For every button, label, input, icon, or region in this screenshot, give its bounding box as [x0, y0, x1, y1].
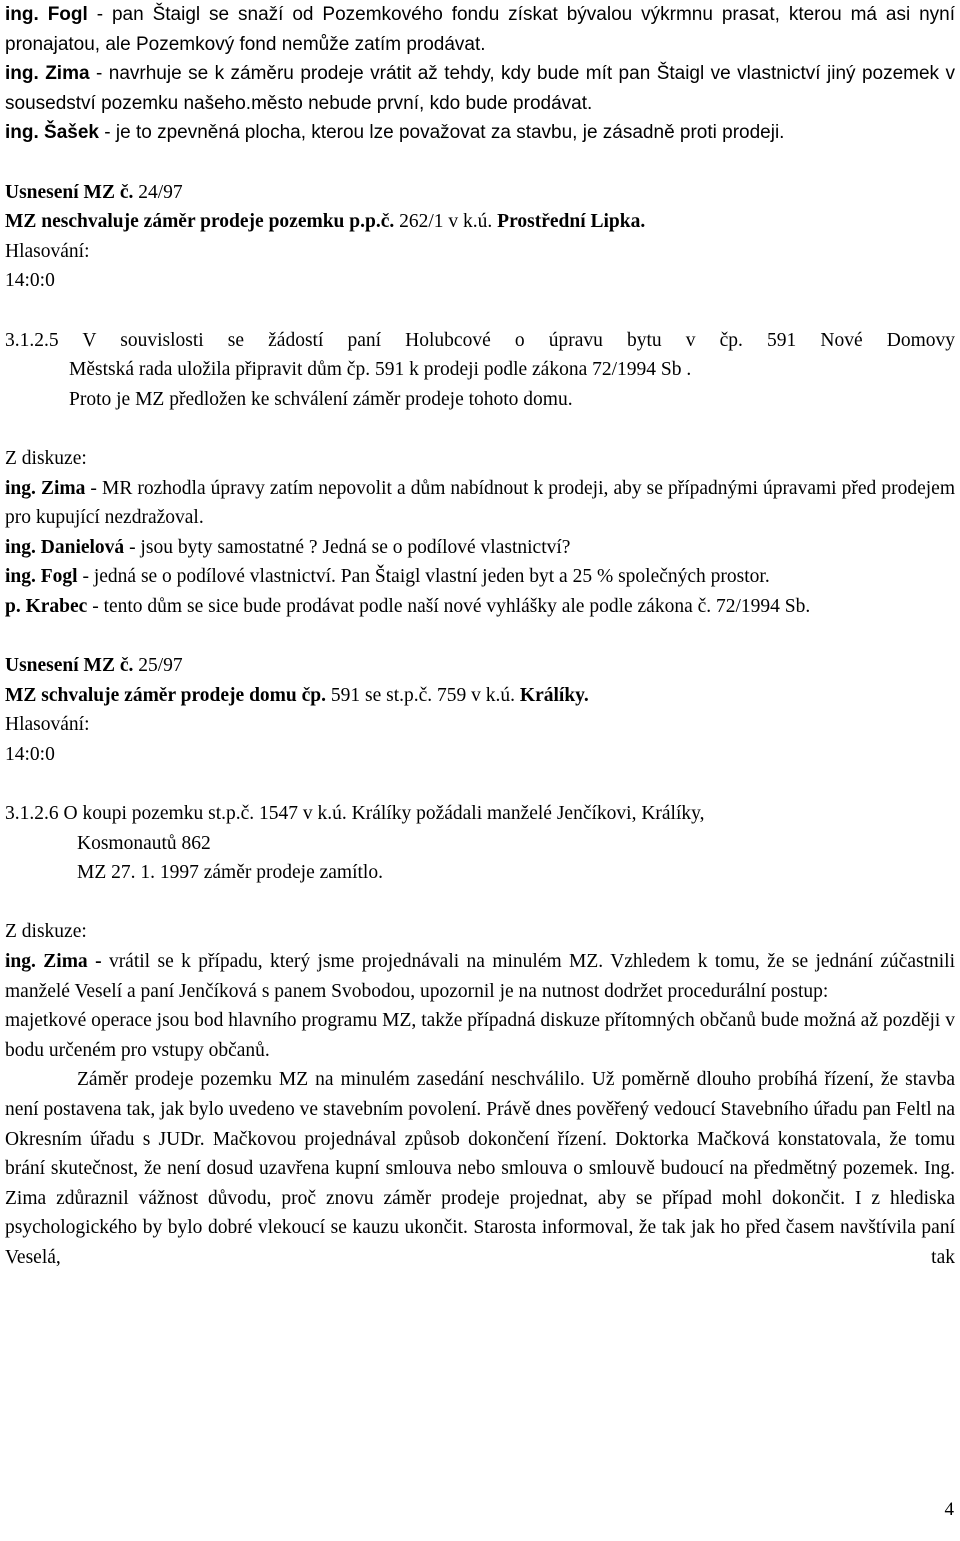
- discussion-fogl: ing. Fogl - jedná se o podílové vlastnictví. Pan Štaigl vlastní jeden byt a 25 % společných prostor.: [5, 566, 770, 588]
- discussion-paragraph-3: Záměr prodeje pozemku MZ na minulém zasedání neschválilo. Už poměrně dlouho probíhá řízení, že stavba není postavena tak, jak bylo uvedeno ve stavebním povolení. Právě dnes pověřený vedoucí Stavebního úřadu pan Feltl na Okresním úřadu s JUDr. Mačkovou projednával způsob dokončení řízení. Doktorka Mačková konstatovala, že tomu brání skutečnost, že není dosud uzavřena kupní smlouva nebo smlouva o smlouvě budoucí na předmětný pozemek. Ing. Zima zdůraznil vážnost důvodu, proč znovu záměr prodeje projednat, aby se případ mohl dokončit. I z hlediska psychologického by bylo dobré vlekoucí se kauzu ukončit. Starosta informoval, že tak jak ho před časem navštívila paní Veselá, tak: [5, 1069, 955, 1268]
- item-3-1-2-5-line3: Proto je MZ předložen ke schválení záměr prodeje tohoto domu.: [69, 388, 573, 410]
- resolution-label: Usnesení MZ č.: [5, 181, 134, 203]
- discussion-zima: ing. Zima - MR rozhodla úpravy zatím nepovolit a dům nabídnout k prodeji, aby se případnými úpravami před prodejem pro kupující nezdražoval.: [5, 477, 955, 529]
- item-3-1-2-5-title: 3.1.2.5 V souvislosti se žádostí paní Holubcové o úpravu bytu v čp. 591 Nové Domovy: [5, 329, 955, 351]
- statement-text: - pan Štaigl se snaží od Pozemkového fondu získat bývalou výkrmnu prasat, kterou má asi nyní pronajatou, ale Pozemkový fond nemůže zatím prodávat.: [5, 4, 955, 55]
- discussion-paragraph-2: majetkové operace jsou bod hlavního programu MZ, takže případná diskuze přítomných občanů bude možná až později v bodu určeném pro vstupy občanů.: [5, 1010, 955, 1061]
- speaker: ing. Zima: [5, 63, 90, 85]
- item-3-1-2-5-line2: Městská rada uložila připravit dům čp. 591 k prodeji podle zákona 72/1994 Sb .: [69, 359, 692, 381]
- statement-zima: [5, 59, 955, 118]
- resolution-number: 25/97: [133, 655, 183, 677]
- speaker: p. Krabec: [5, 595, 88, 617]
- discussion-label: Z diskuze:: [5, 447, 87, 469]
- vote-label: Hlasování:: [5, 240, 90, 262]
- speaker: ing. Fogl: [5, 4, 88, 25]
- statement-text: - navrhuje se k záměru prodeje vrátit až tehdy, kdy bude mít pan Štaigl ve vlastnictví jiný pozemek v sousedství pozemku našeho.město nebude první, kdo bude prodávat.: [5, 63, 955, 114]
- item-3-1-2-6-title: 3.1.2.6 O koupi pozemku st.p.č. 1547 v k.ú. Králíky požádali manželé Jenčíkovi, Králíky,: [5, 803, 705, 825]
- statement-text: - je to zpevněná plocha, kterou lze považovat za stavbu, je zásadně proti prodeji.: [99, 122, 785, 144]
- resolution-label: Usnesení MZ č.: [5, 655, 134, 677]
- page-number: 4: [944, 1499, 954, 1520]
- document-page: [5, 0, 955, 1273]
- statement-sasek: [5, 118, 955, 148]
- speaker: ing. Zima -: [5, 951, 102, 972]
- item-3-1-2-6-line3: MZ 27. 1. 1997 záměr prodeje zamítlo.: [77, 862, 383, 884]
- statement-fogl: [5, 0, 955, 59]
- resolution-24-heading: [5, 178, 955, 208]
- vote-result: 14:0:0: [5, 270, 55, 292]
- discussion-krabec: p. Krabec - tento dům se sice bude prodávat podle naší nové vyhlášky ale podle zákona č. 72/1994 Sb.: [5, 595, 811, 617]
- resolution-25-text: MZ schvaluje záměr prodeje domu čp. 591 se st.p.č. 759 v k.ú. Králíky.: [5, 684, 589, 706]
- speaker: ing. Šašek: [5, 122, 99, 144]
- resolution-24-text: MZ neschvaluje záměr prodeje pozemku p.p.č. 262/1 v k.ú. Prostřední Lipka.: [5, 211, 646, 233]
- discussion-zima-2: ing. Zima - vrátil se k případu, který jsme projednávali na minulém MZ. Vzhledem k tomu, že se jednání zúčastnili manželé Veselí a paní Jenčíková s panem Svobodou, upozornil je na nutnost dodržet procedurální postup:: [5, 951, 955, 1002]
- item-3-1-2-6-line2: Kosmonautů 862: [77, 832, 211, 854]
- speaker: ing. Zima: [5, 477, 86, 499]
- speaker: ing. Danielová: [5, 536, 125, 558]
- speaker: ing. Fogl: [5, 566, 78, 588]
- vote-result: 14:0:0: [5, 743, 55, 765]
- discussion-label: Z diskuze:: [5, 921, 87, 943]
- resolution-25-heading: [5, 651, 955, 681]
- vote-label: Hlasování:: [5, 714, 90, 736]
- discussion-danielova: ing. Danielová - jsou byty samostatné ? Jedná se o podílové vlastnictví?: [5, 536, 571, 558]
- resolution-number: 24/97: [133, 181, 183, 203]
